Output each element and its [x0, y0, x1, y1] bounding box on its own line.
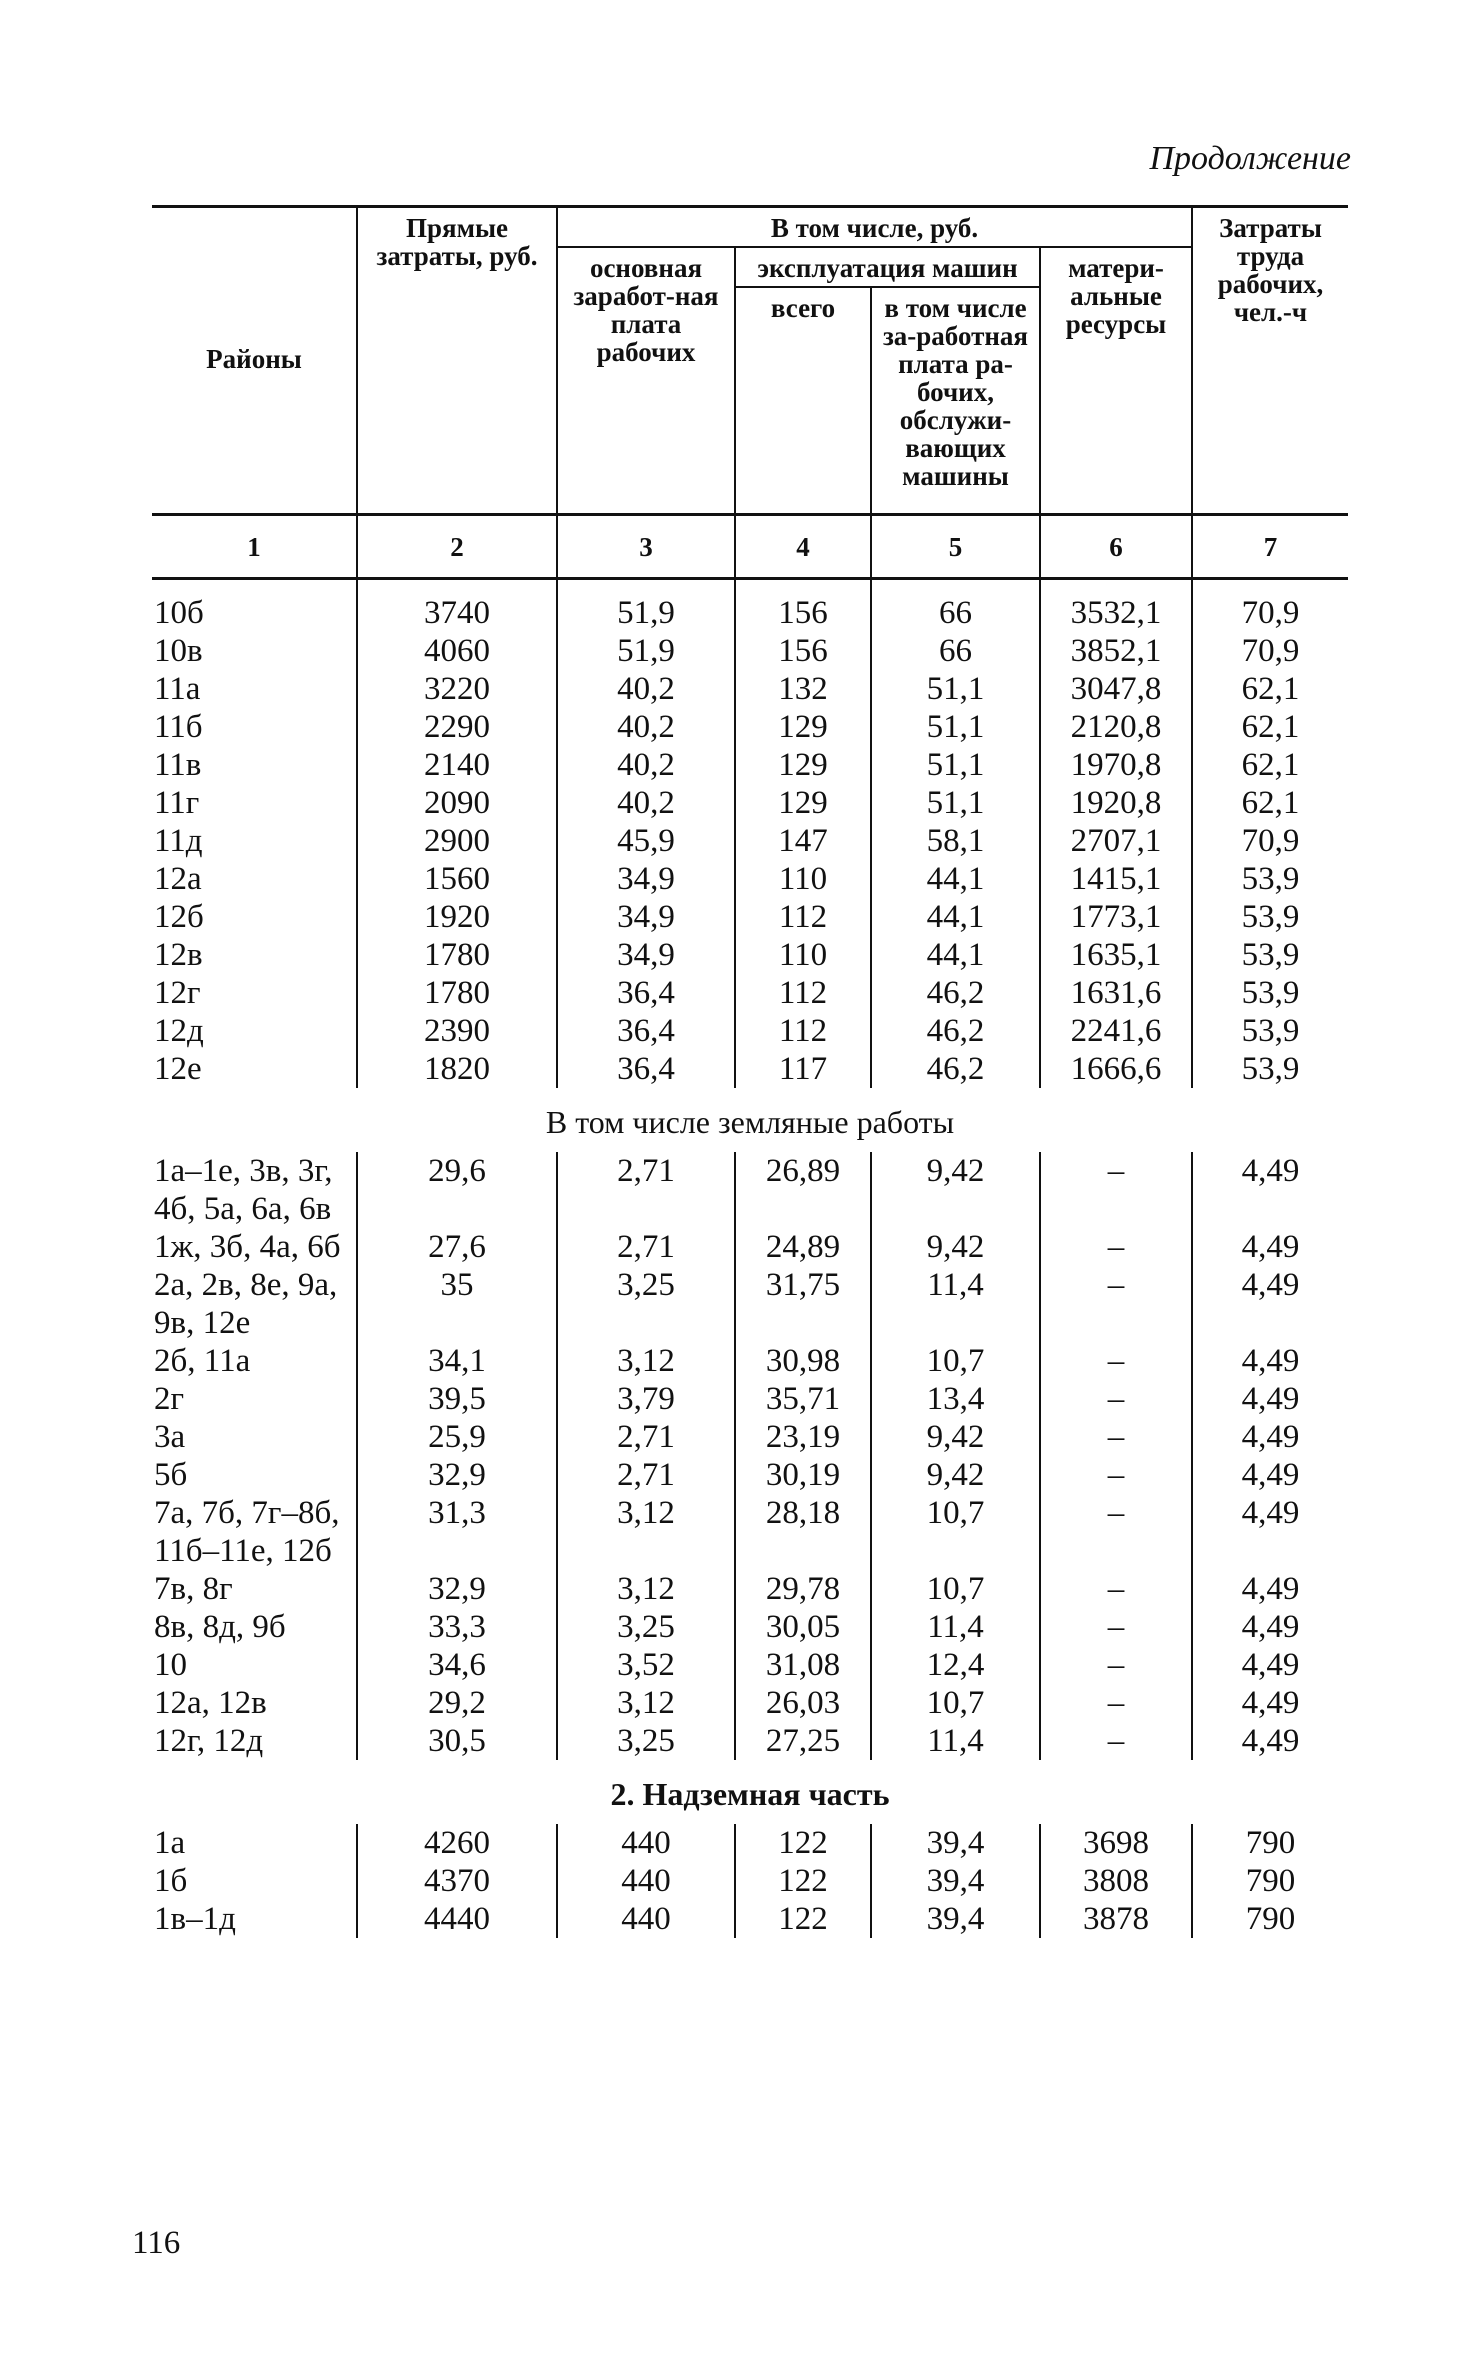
col-number: 2 — [357, 515, 557, 579]
value-cell: 33,3 — [357, 1608, 557, 1646]
value-cell: 3,12 — [557, 1494, 735, 1570]
value-cell: 3,12 — [557, 1342, 735, 1380]
value-cell: 112 — [735, 1012, 871, 1050]
section-title-row — [152, 1088, 1348, 1152]
value-cell: 34,9 — [557, 860, 735, 898]
table-row — [152, 1456, 1348, 1494]
value-cell: 70,9 — [1192, 632, 1348, 670]
table-body — [152, 579, 1348, 1939]
value-cell: 29,78 — [735, 1570, 871, 1608]
value-cell: 122 — [735, 1862, 871, 1900]
value-cell: 4,49 — [1192, 1494, 1348, 1570]
value-cell: 2140 — [357, 746, 557, 784]
table-row — [152, 1900, 1348, 1938]
value-cell: 3047,8 — [1040, 670, 1192, 708]
value-cell: – — [1040, 1228, 1192, 1266]
value-cell: 11,4 — [871, 1266, 1040, 1342]
value-cell: 112 — [735, 974, 871, 1012]
value-cell: 35 — [357, 1266, 557, 1342]
value-cell: – — [1040, 1646, 1192, 1684]
value-cell: 10,7 — [871, 1494, 1040, 1570]
value-cell: – — [1040, 1266, 1192, 1342]
value-cell: 1970,8 — [1040, 746, 1192, 784]
value-cell: 3,25 — [557, 1608, 735, 1646]
value-cell: 2707,1 — [1040, 822, 1192, 860]
value-cell: 4,49 — [1192, 1266, 1348, 1342]
value-cell: 53,9 — [1192, 1012, 1348, 1050]
value-cell: 3808 — [1040, 1862, 1192, 1900]
table-row — [152, 974, 1348, 1012]
value-cell: 440 — [557, 1824, 735, 1862]
region-cell: 12е — [154, 1051, 202, 1087]
value-cell: 10,7 — [871, 1684, 1040, 1722]
value-cell: 2,71 — [557, 1152, 735, 1228]
region-cell: 12г — [154, 975, 201, 1011]
value-cell: 3220 — [357, 670, 557, 708]
region-cell: 12б — [154, 899, 204, 935]
region-cell: 12д — [154, 1013, 204, 1049]
value-cell: 1560 — [357, 860, 557, 898]
value-cell: 1820 — [357, 1050, 557, 1088]
value-cell: 1415,1 — [1040, 860, 1192, 898]
value-cell: 9,42 — [871, 1456, 1040, 1494]
value-cell: 58,1 — [871, 822, 1040, 860]
value-cell: – — [1040, 1684, 1192, 1722]
col-number: 6 — [1040, 515, 1192, 579]
table-header — [152, 207, 1348, 579]
region-cell: 7в, 8г — [154, 1571, 233, 1607]
value-cell: 3,79 — [557, 1380, 735, 1418]
continuation-label: Продолжение — [1149, 140, 1351, 177]
value-cell: 51,9 — [557, 579, 735, 633]
value-cell: – — [1040, 1570, 1192, 1608]
value-cell: 30,05 — [735, 1608, 871, 1646]
value-cell: 70,9 — [1192, 579, 1348, 633]
value-cell: 40,2 — [557, 746, 735, 784]
value-cell: – — [1040, 1380, 1192, 1418]
value-cell: 31,3 — [357, 1494, 557, 1570]
value-cell: 790 — [1192, 1824, 1348, 1862]
value-cell: 36,4 — [557, 974, 735, 1012]
value-cell: 62,1 — [1192, 708, 1348, 746]
region-cell: 10в — [154, 633, 203, 669]
value-cell: 3532,1 — [1040, 579, 1192, 633]
region-cell: 11б — [154, 709, 203, 745]
value-cell: 2,71 — [557, 1228, 735, 1266]
value-cell: 2900 — [357, 822, 557, 860]
table-row — [152, 1824, 1348, 1862]
value-cell: 51,1 — [871, 670, 1040, 708]
value-cell: 122 — [735, 1824, 871, 1862]
value-cell: 1631,6 — [1040, 974, 1192, 1012]
header-total: всего — [735, 287, 871, 515]
value-cell: 24,89 — [735, 1228, 871, 1266]
value-cell: 31,08 — [735, 1646, 871, 1684]
region-cell: 2б, 11а — [154, 1343, 251, 1379]
region-cell: 12а, 12в — [154, 1685, 267, 1721]
value-cell: 46,2 — [871, 1050, 1040, 1088]
table-row — [152, 936, 1348, 974]
region-cell: 7а, 7б, 7г–8б, 11б–11е, 12б — [154, 1495, 340, 1569]
header-direct-costs: Прямые затраты, руб. — [357, 207, 557, 515]
value-cell: 26,89 — [735, 1152, 871, 1228]
value-cell: 2390 — [357, 1012, 557, 1050]
value-cell: 110 — [735, 860, 871, 898]
value-cell: 39,4 — [871, 1824, 1040, 1862]
value-cell: 1773,1 — [1040, 898, 1192, 936]
value-cell: 440 — [557, 1900, 735, 1938]
value-cell: 3698 — [1040, 1824, 1192, 1862]
value-cell: 790 — [1192, 1862, 1348, 1900]
col-number: 4 — [735, 515, 871, 579]
table-row — [152, 1646, 1348, 1684]
value-cell: 46,2 — [871, 974, 1040, 1012]
value-cell: 129 — [735, 708, 871, 746]
value-cell: 440 — [557, 1862, 735, 1900]
region-cell: 2г — [154, 1381, 185, 1417]
value-cell: 117 — [735, 1050, 871, 1088]
col-number: 1 — [152, 515, 357, 579]
header-labor: Затраты труда рабочих, чел.-ч — [1192, 207, 1348, 515]
table-row — [152, 784, 1348, 822]
col-number: 5 — [871, 515, 1040, 579]
table-row — [152, 708, 1348, 746]
value-cell: 156 — [735, 579, 871, 633]
value-cell: 4,49 — [1192, 1342, 1348, 1380]
region-cell: 1а–1е, 3в, 3г, 4б, 5а, 6а, 6в — [154, 1153, 333, 1227]
value-cell: 39,5 — [357, 1380, 557, 1418]
value-cell: 51,1 — [871, 784, 1040, 822]
value-cell: 45,9 — [557, 822, 735, 860]
value-cell: 51,9 — [557, 632, 735, 670]
value-cell: 4,49 — [1192, 1722, 1348, 1760]
value-cell: 156 — [735, 632, 871, 670]
value-cell: 4,49 — [1192, 1684, 1348, 1722]
value-cell: 1780 — [357, 936, 557, 974]
value-cell: 62,1 — [1192, 746, 1348, 784]
value-cell: – — [1040, 1722, 1192, 1760]
table-row — [152, 1418, 1348, 1456]
value-cell: 2,71 — [557, 1418, 735, 1456]
table-row — [152, 1012, 1348, 1050]
value-cell: 4370 — [357, 1862, 557, 1900]
value-cell: 11,4 — [871, 1608, 1040, 1646]
value-cell: 39,4 — [871, 1862, 1040, 1900]
value-cell: 147 — [735, 822, 871, 860]
value-cell: 40,2 — [557, 784, 735, 822]
col-number: 7 — [1192, 515, 1348, 579]
region-cell: 12а — [154, 861, 202, 897]
value-cell: 790 — [1192, 1900, 1348, 1938]
value-cell: 35,71 — [735, 1380, 871, 1418]
table-row — [152, 579, 1348, 633]
value-cell: 36,4 — [557, 1012, 735, 1050]
value-cell: – — [1040, 1342, 1192, 1380]
value-cell: 4,49 — [1192, 1380, 1348, 1418]
header-including: В том числе, руб. — [557, 207, 1192, 248]
value-cell: 29,6 — [357, 1152, 557, 1228]
cost-table — [152, 205, 1348, 1938]
value-cell: 4,49 — [1192, 1418, 1348, 1456]
value-cell: 51,1 — [871, 708, 1040, 746]
value-cell: 39,4 — [871, 1900, 1040, 1938]
value-cell: – — [1040, 1608, 1192, 1646]
region-cell: 3а — [154, 1419, 186, 1455]
value-cell: 36,4 — [557, 1050, 735, 1088]
value-cell: 13,4 — [871, 1380, 1040, 1418]
table-row — [152, 746, 1348, 784]
section-title: 2. Надземная часть — [610, 1776, 890, 1812]
value-cell: 129 — [735, 784, 871, 822]
region-cell: 1ж, 3б, 4а, 6б — [154, 1229, 341, 1265]
table-row — [152, 1380, 1348, 1418]
value-cell: 32,9 — [357, 1456, 557, 1494]
table-row — [152, 1608, 1348, 1646]
value-cell: 3,12 — [557, 1684, 735, 1722]
value-cell: 12,4 — [871, 1646, 1040, 1684]
value-cell: 44,1 — [871, 936, 1040, 974]
value-cell: 23,19 — [735, 1418, 871, 1456]
header-materials: матери-альные ресурсы — [1040, 247, 1192, 515]
value-cell: 40,2 — [557, 670, 735, 708]
value-cell: 34,1 — [357, 1342, 557, 1380]
value-cell: 3,12 — [557, 1570, 735, 1608]
region-cell: 8в, 8д, 9б — [154, 1609, 286, 1645]
value-cell: 66 — [871, 632, 1040, 670]
value-cell: 62,1 — [1192, 670, 1348, 708]
value-cell: 30,19 — [735, 1456, 871, 1494]
value-cell: 62,1 — [1192, 784, 1348, 822]
value-cell: 53,9 — [1192, 936, 1348, 974]
value-cell: 46,2 — [871, 1012, 1040, 1050]
value-cell: – — [1040, 1494, 1192, 1570]
value-cell: 30,98 — [735, 1342, 871, 1380]
value-cell: 4060 — [357, 632, 557, 670]
header-including-wages: в том числе за-работная плата ра-бочих, обслужи-вающих машины — [871, 287, 1040, 515]
value-cell: 30,5 — [357, 1722, 557, 1760]
value-cell: 32,9 — [357, 1570, 557, 1608]
table-row — [152, 822, 1348, 860]
value-cell: 9,42 — [871, 1152, 1040, 1228]
value-cell: 53,9 — [1192, 898, 1348, 936]
value-cell: 4440 — [357, 1900, 557, 1938]
value-cell: 2090 — [357, 784, 557, 822]
region-cell: 10 — [154, 1647, 187, 1683]
section-title-row — [152, 1760, 1348, 1824]
table-row — [152, 632, 1348, 670]
value-cell: 1920,8 — [1040, 784, 1192, 822]
region-cell: 12г, 12д — [154, 1723, 264, 1759]
value-cell: 27,6 — [357, 1228, 557, 1266]
region-cell: 11в — [154, 747, 202, 783]
value-cell: 122 — [735, 1900, 871, 1938]
value-cell: 1920 — [357, 898, 557, 936]
value-cell: 4260 — [357, 1824, 557, 1862]
value-cell: 28,18 — [735, 1494, 871, 1570]
value-cell: 70,9 — [1192, 822, 1348, 860]
value-cell: 2,71 — [557, 1456, 735, 1494]
value-cell: 3,25 — [557, 1722, 735, 1760]
table-row — [152, 1722, 1348, 1760]
value-cell: 4,49 — [1192, 1646, 1348, 1684]
value-cell: 44,1 — [871, 898, 1040, 936]
value-cell: 1780 — [357, 974, 557, 1012]
value-cell: 4,49 — [1192, 1608, 1348, 1646]
value-cell: 44,1 — [871, 860, 1040, 898]
region-cell: 1в–1д — [154, 1901, 236, 1937]
region-cell: 11г — [154, 785, 200, 821]
value-cell: 3740 — [357, 579, 557, 633]
table-row — [152, 1684, 1348, 1722]
value-cell: 53,9 — [1192, 974, 1348, 1012]
region-cell: 2а, 2в, 8е, 9а, 9в, 12е — [154, 1267, 338, 1341]
value-cell: 53,9 — [1192, 860, 1348, 898]
value-cell: – — [1040, 1152, 1192, 1228]
value-cell: 2290 — [357, 708, 557, 746]
region-cell: 11а — [154, 671, 201, 707]
column-numbers-row — [152, 515, 1348, 579]
value-cell: 4,49 — [1192, 1152, 1348, 1228]
value-cell: 1635,1 — [1040, 936, 1192, 974]
value-cell: 10,7 — [871, 1342, 1040, 1380]
region-cell: 11д — [154, 823, 203, 859]
value-cell: 29,2 — [357, 1684, 557, 1722]
section-title: В том числе земляные работы — [545, 1104, 955, 1140]
value-cell: 2241,6 — [1040, 1012, 1192, 1050]
value-cell: 9,42 — [871, 1418, 1040, 1456]
region-cell: 12в — [154, 937, 203, 973]
table-row — [152, 1152, 1348, 1228]
value-cell: 53,9 — [1192, 1050, 1348, 1088]
col-number: 3 — [557, 515, 735, 579]
table-row — [152, 860, 1348, 898]
header-regions: Районы — [152, 207, 357, 515]
table-row — [152, 1570, 1348, 1608]
page-number: 116 — [132, 2225, 181, 2261]
value-cell: 129 — [735, 746, 871, 784]
value-cell: 3,52 — [557, 1646, 735, 1684]
value-cell: 26,03 — [735, 1684, 871, 1722]
table-row — [152, 670, 1348, 708]
value-cell: 9,42 — [871, 1228, 1040, 1266]
value-cell: 51,1 — [871, 746, 1040, 784]
value-cell: 4,49 — [1192, 1228, 1348, 1266]
value-cell: 10,7 — [871, 1570, 1040, 1608]
value-cell: 25,9 — [357, 1418, 557, 1456]
table-row — [152, 1266, 1348, 1342]
region-cell: 1б — [154, 1863, 188, 1899]
table-row — [152, 898, 1348, 936]
region-cell: 10б — [154, 595, 204, 631]
value-cell: 2120,8 — [1040, 708, 1192, 746]
value-cell: 34,6 — [357, 1646, 557, 1684]
value-cell: 40,2 — [557, 708, 735, 746]
value-cell: 34,9 — [557, 936, 735, 974]
header-machine-operation: эксплуатация машин — [735, 247, 1040, 287]
value-cell: 112 — [735, 898, 871, 936]
value-cell: 3852,1 — [1040, 632, 1192, 670]
region-cell: 1а — [154, 1825, 186, 1861]
region-cell: 5б — [154, 1457, 188, 1493]
value-cell: 34,9 — [557, 898, 735, 936]
table-row — [152, 1342, 1348, 1380]
value-cell: 4,49 — [1192, 1456, 1348, 1494]
value-cell: 66 — [871, 579, 1040, 633]
table-row — [152, 1228, 1348, 1266]
header-basic-wages: основная заработ-ная плата рабочих — [557, 247, 735, 515]
value-cell: 1666,6 — [1040, 1050, 1192, 1088]
value-cell: 3878 — [1040, 1900, 1192, 1938]
value-cell: 11,4 — [871, 1722, 1040, 1760]
value-cell: 110 — [735, 936, 871, 974]
value-cell: 4,49 — [1192, 1570, 1348, 1608]
value-cell: 27,25 — [735, 1722, 871, 1760]
value-cell: – — [1040, 1456, 1192, 1494]
value-cell: 132 — [735, 670, 871, 708]
table-row — [152, 1862, 1348, 1900]
value-cell: – — [1040, 1418, 1192, 1456]
value-cell: 31,75 — [735, 1266, 871, 1342]
value-cell: 3,25 — [557, 1266, 735, 1342]
table-row — [152, 1050, 1348, 1088]
table-row — [152, 1494, 1348, 1570]
